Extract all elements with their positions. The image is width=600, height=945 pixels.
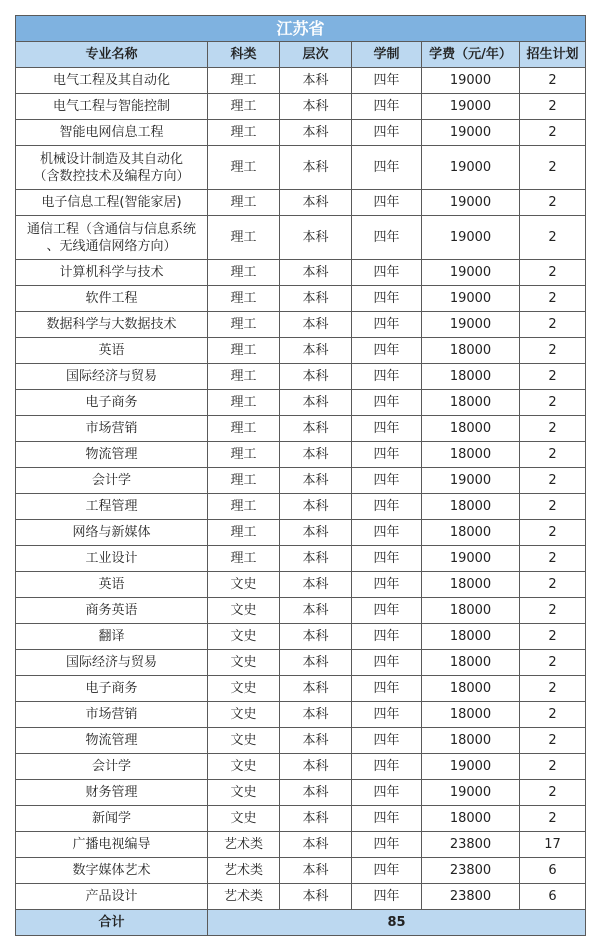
table-row xyxy=(16,806,586,832)
table-row xyxy=(16,754,586,780)
cell-plan: 2 xyxy=(520,468,586,494)
cell-major: 数字媒体艺术 xyxy=(16,858,208,884)
cell-level: 本科 xyxy=(280,390,352,416)
cell-category: 文史 xyxy=(208,572,280,598)
cell-plan: 2 xyxy=(520,286,586,312)
cell-plan: 2 xyxy=(520,728,586,754)
cell-fee: 19000 xyxy=(422,780,520,806)
cell-fee: 18000 xyxy=(422,338,520,364)
cell-category: 艺术类 xyxy=(208,884,280,910)
table-row xyxy=(16,260,586,286)
cell-duration: 四年 xyxy=(352,754,422,780)
cell-duration: 四年 xyxy=(352,884,422,910)
cell-major-line1: 通信工程（含通信与信息系统 xyxy=(26,221,196,237)
cell-plan: 2 xyxy=(520,338,586,364)
cell-category: 理工 xyxy=(208,260,280,286)
cell-major: 国际经济与贸易 xyxy=(16,364,208,390)
cell-fee: 18000 xyxy=(422,364,520,390)
table-row xyxy=(16,390,586,416)
table-row xyxy=(16,286,586,312)
cell-duration: 四年 xyxy=(352,390,422,416)
cell-level: 本科 xyxy=(280,832,352,858)
cell-plan: 2 xyxy=(520,390,586,416)
total-row xyxy=(16,910,586,936)
header-plan: 招生计划 xyxy=(520,42,586,68)
cell-fee: 18000 xyxy=(422,416,520,442)
cell-major: 计算机科学与技术 xyxy=(16,260,208,286)
cell-level: 本科 xyxy=(280,120,352,146)
cell-major: 数据科学与大数据技术 xyxy=(16,312,208,338)
cell-fee: 23800 xyxy=(422,832,520,858)
cell-duration: 四年 xyxy=(352,624,422,650)
table-row xyxy=(16,832,586,858)
cell-category: 理工 xyxy=(208,390,280,416)
cell-major: 国际经济与贸易 xyxy=(16,650,208,676)
cell-fee: 18000 xyxy=(422,676,520,702)
cell-major: 产品设计 xyxy=(16,884,208,910)
table-title-row xyxy=(16,16,586,42)
cell-duration: 四年 xyxy=(352,494,422,520)
cell-level: 本科 xyxy=(280,68,352,94)
cell-major: 网络与新媒体 xyxy=(16,520,208,546)
cell-category: 理工 xyxy=(208,546,280,572)
cell-level: 本科 xyxy=(280,702,352,728)
cell-plan: 2 xyxy=(520,416,586,442)
cell-major: 财务管理 xyxy=(16,780,208,806)
cell-plan: 2 xyxy=(520,754,586,780)
cell-plan: 2 xyxy=(520,260,586,286)
cell-duration: 四年 xyxy=(352,546,422,572)
cell-fee: 19000 xyxy=(422,754,520,780)
cell-major: 广播电视编导 xyxy=(16,832,208,858)
cell-category: 理工 xyxy=(208,468,280,494)
cell-duration: 四年 xyxy=(352,858,422,884)
cell-duration: 四年 xyxy=(352,598,422,624)
cell-major xyxy=(16,216,208,260)
cell-category: 艺术类 xyxy=(208,832,280,858)
cell-fee: 19000 xyxy=(422,216,520,260)
cell-plan: 2 xyxy=(520,190,586,216)
table-row xyxy=(16,364,586,390)
cell-major: 英语 xyxy=(16,572,208,598)
header-major: 专业名称 xyxy=(16,42,208,68)
header-level: 层次 xyxy=(280,42,352,68)
table-row xyxy=(16,728,586,754)
cell-level: 本科 xyxy=(280,780,352,806)
table-row xyxy=(16,780,586,806)
cell-level: 本科 xyxy=(280,754,352,780)
cell-major: 软件工程 xyxy=(16,286,208,312)
cell-fee: 18000 xyxy=(422,572,520,598)
cell-major: 市场营销 xyxy=(16,702,208,728)
cell-category: 文史 xyxy=(208,624,280,650)
cell-duration: 四年 xyxy=(352,364,422,390)
cell-plan: 2 xyxy=(520,806,586,832)
header-fee: 学费（元/年） xyxy=(422,42,520,68)
cell-category: 文史 xyxy=(208,598,280,624)
cell-major: 会计学 xyxy=(16,754,208,780)
cell-level: 本科 xyxy=(280,624,352,650)
cell-level: 本科 xyxy=(280,94,352,120)
cell-fee: 23800 xyxy=(422,884,520,910)
cell-major: 电子商务 xyxy=(16,676,208,702)
cell-duration: 四年 xyxy=(352,702,422,728)
cell-plan: 2 xyxy=(520,216,586,260)
cell-fee: 18000 xyxy=(422,598,520,624)
cell-fee: 18000 xyxy=(422,728,520,754)
cell-category: 文史 xyxy=(208,780,280,806)
table-row xyxy=(16,68,586,94)
table-row xyxy=(16,494,586,520)
cell-duration: 四年 xyxy=(352,94,422,120)
cell-duration: 四年 xyxy=(352,286,422,312)
cell-fee: 19000 xyxy=(422,146,520,190)
cell-duration: 四年 xyxy=(352,120,422,146)
header-duration: 学制 xyxy=(352,42,422,68)
table-row xyxy=(16,520,586,546)
enrollment-table-container xyxy=(15,15,585,936)
total-value: 85 xyxy=(208,910,586,936)
cell-category: 文史 xyxy=(208,702,280,728)
cell-fee: 19000 xyxy=(422,312,520,338)
cell-category: 艺术类 xyxy=(208,858,280,884)
cell-plan: 2 xyxy=(520,572,586,598)
cell-level: 本科 xyxy=(280,572,352,598)
cell-category: 理工 xyxy=(208,494,280,520)
cell-duration: 四年 xyxy=(352,806,422,832)
cell-plan: 2 xyxy=(520,650,586,676)
cell-major: 电子信息工程(智能家居) xyxy=(16,190,208,216)
cell-plan: 2 xyxy=(520,364,586,390)
cell-plan: 17 xyxy=(520,832,586,858)
cell-fee: 18000 xyxy=(422,702,520,728)
cell-duration: 四年 xyxy=(352,216,422,260)
cell-level: 本科 xyxy=(280,312,352,338)
cell-category: 理工 xyxy=(208,146,280,190)
table-row xyxy=(16,858,586,884)
cell-category: 理工 xyxy=(208,286,280,312)
table-row xyxy=(16,120,586,146)
cell-duration: 四年 xyxy=(352,832,422,858)
cell-plan: 2 xyxy=(520,146,586,190)
cell-plan: 2 xyxy=(520,120,586,146)
cell-fee: 19000 xyxy=(422,286,520,312)
cell-duration: 四年 xyxy=(352,468,422,494)
cell-fee: 18000 xyxy=(422,806,520,832)
enrollment-table xyxy=(15,15,586,936)
cell-plan: 2 xyxy=(520,312,586,338)
cell-major: 市场营销 xyxy=(16,416,208,442)
table-header-row xyxy=(16,42,586,68)
cell-category: 文史 xyxy=(208,676,280,702)
table-row xyxy=(16,216,586,260)
cell-level: 本科 xyxy=(280,494,352,520)
table-row xyxy=(16,650,586,676)
table-title: 江苏省 xyxy=(16,16,586,42)
cell-category: 理工 xyxy=(208,190,280,216)
cell-category: 理工 xyxy=(208,68,280,94)
cell-category: 理工 xyxy=(208,312,280,338)
table-body xyxy=(16,68,586,910)
cell-fee: 23800 xyxy=(422,858,520,884)
cell-level: 本科 xyxy=(280,468,352,494)
cell-category: 文史 xyxy=(208,728,280,754)
table-row xyxy=(16,468,586,494)
cell-duration: 四年 xyxy=(352,416,422,442)
table-row xyxy=(16,624,586,650)
cell-level: 本科 xyxy=(280,286,352,312)
cell-duration: 四年 xyxy=(352,442,422,468)
cell-duration: 四年 xyxy=(352,338,422,364)
cell-category: 理工 xyxy=(208,338,280,364)
cell-duration: 四年 xyxy=(352,572,422,598)
cell-category: 文史 xyxy=(208,754,280,780)
cell-level: 本科 xyxy=(280,190,352,216)
cell-plan: 2 xyxy=(520,780,586,806)
cell-level: 本科 xyxy=(280,676,352,702)
table-row xyxy=(16,146,586,190)
cell-level: 本科 xyxy=(280,442,352,468)
cell-plan: 2 xyxy=(520,546,586,572)
cell-level: 本科 xyxy=(280,546,352,572)
cell-duration: 四年 xyxy=(352,520,422,546)
table-row xyxy=(16,546,586,572)
cell-category: 理工 xyxy=(208,442,280,468)
cell-major: 工业设计 xyxy=(16,546,208,572)
cell-fee: 18000 xyxy=(422,650,520,676)
cell-major: 会计学 xyxy=(16,468,208,494)
cell-level: 本科 xyxy=(280,146,352,190)
cell-fee: 19000 xyxy=(422,68,520,94)
cell-duration: 四年 xyxy=(352,68,422,94)
cell-level: 本科 xyxy=(280,728,352,754)
cell-major-line1: 机械设计制造及其自动化 xyxy=(39,151,183,167)
cell-duration: 四年 xyxy=(352,728,422,754)
cell-plan: 2 xyxy=(520,624,586,650)
cell-major-line2: 、无线通信网络方向） xyxy=(46,238,177,254)
cell-plan: 6 xyxy=(520,884,586,910)
cell-fee: 18000 xyxy=(422,520,520,546)
cell-level: 本科 xyxy=(280,858,352,884)
header-category: 科类 xyxy=(208,42,280,68)
cell-duration: 四年 xyxy=(352,146,422,190)
cell-category: 理工 xyxy=(208,364,280,390)
cell-category: 理工 xyxy=(208,94,280,120)
cell-fee: 19000 xyxy=(422,468,520,494)
cell-major: 智能电网信息工程 xyxy=(16,120,208,146)
cell-fee: 18000 xyxy=(422,442,520,468)
cell-duration: 四年 xyxy=(352,190,422,216)
cell-level: 本科 xyxy=(280,520,352,546)
cell-plan: 2 xyxy=(520,676,586,702)
cell-major: 电气工程与智能控制 xyxy=(16,94,208,120)
cell-duration: 四年 xyxy=(352,260,422,286)
table-row xyxy=(16,442,586,468)
table-row xyxy=(16,94,586,120)
cell-major: 英语 xyxy=(16,338,208,364)
table-row xyxy=(16,702,586,728)
cell-plan: 2 xyxy=(520,442,586,468)
cell-category: 理工 xyxy=(208,216,280,260)
cell-fee: 18000 xyxy=(422,390,520,416)
cell-level: 本科 xyxy=(280,806,352,832)
cell-category: 文史 xyxy=(208,806,280,832)
cell-fee: 19000 xyxy=(422,260,520,286)
table-row xyxy=(16,416,586,442)
total-label: 合计 xyxy=(16,910,208,936)
cell-major: 电气工程及其自动化 xyxy=(16,68,208,94)
cell-fee: 19000 xyxy=(422,120,520,146)
cell-level: 本科 xyxy=(280,416,352,442)
cell-major: 新闻学 xyxy=(16,806,208,832)
cell-plan: 2 xyxy=(520,68,586,94)
cell-level: 本科 xyxy=(280,260,352,286)
cell-major-line2: （含数控技术及编程方向） xyxy=(33,168,190,184)
cell-major xyxy=(16,146,208,190)
cell-fee: 18000 xyxy=(422,494,520,520)
cell-level: 本科 xyxy=(280,338,352,364)
table-row xyxy=(16,572,586,598)
cell-fee: 18000 xyxy=(422,624,520,650)
table-row xyxy=(16,598,586,624)
cell-level: 本科 xyxy=(280,598,352,624)
cell-level: 本科 xyxy=(280,364,352,390)
cell-plan: 2 xyxy=(520,94,586,120)
cell-level: 本科 xyxy=(280,216,352,260)
table-row xyxy=(16,338,586,364)
cell-plan: 2 xyxy=(520,598,586,624)
cell-major: 商务英语 xyxy=(16,598,208,624)
cell-major: 电子商务 xyxy=(16,390,208,416)
cell-major: 物流管理 xyxy=(16,728,208,754)
cell-major: 物流管理 xyxy=(16,442,208,468)
cell-plan: 6 xyxy=(520,858,586,884)
cell-category: 理工 xyxy=(208,120,280,146)
cell-duration: 四年 xyxy=(352,676,422,702)
cell-duration: 四年 xyxy=(352,650,422,676)
cell-plan: 2 xyxy=(520,520,586,546)
cell-duration: 四年 xyxy=(352,780,422,806)
cell-category: 理工 xyxy=(208,520,280,546)
cell-category: 文史 xyxy=(208,650,280,676)
cell-duration: 四年 xyxy=(352,312,422,338)
cell-category: 理工 xyxy=(208,416,280,442)
cell-plan: 2 xyxy=(520,702,586,728)
table-row xyxy=(16,190,586,216)
cell-major: 翻译 xyxy=(16,624,208,650)
cell-level: 本科 xyxy=(280,650,352,676)
table-row xyxy=(16,676,586,702)
table-row xyxy=(16,312,586,338)
cell-fee: 19000 xyxy=(422,190,520,216)
table-row xyxy=(16,884,586,910)
cell-fee: 19000 xyxy=(422,546,520,572)
cell-level: 本科 xyxy=(280,884,352,910)
cell-fee: 19000 xyxy=(422,94,520,120)
cell-major: 工程管理 xyxy=(16,494,208,520)
cell-plan: 2 xyxy=(520,494,586,520)
